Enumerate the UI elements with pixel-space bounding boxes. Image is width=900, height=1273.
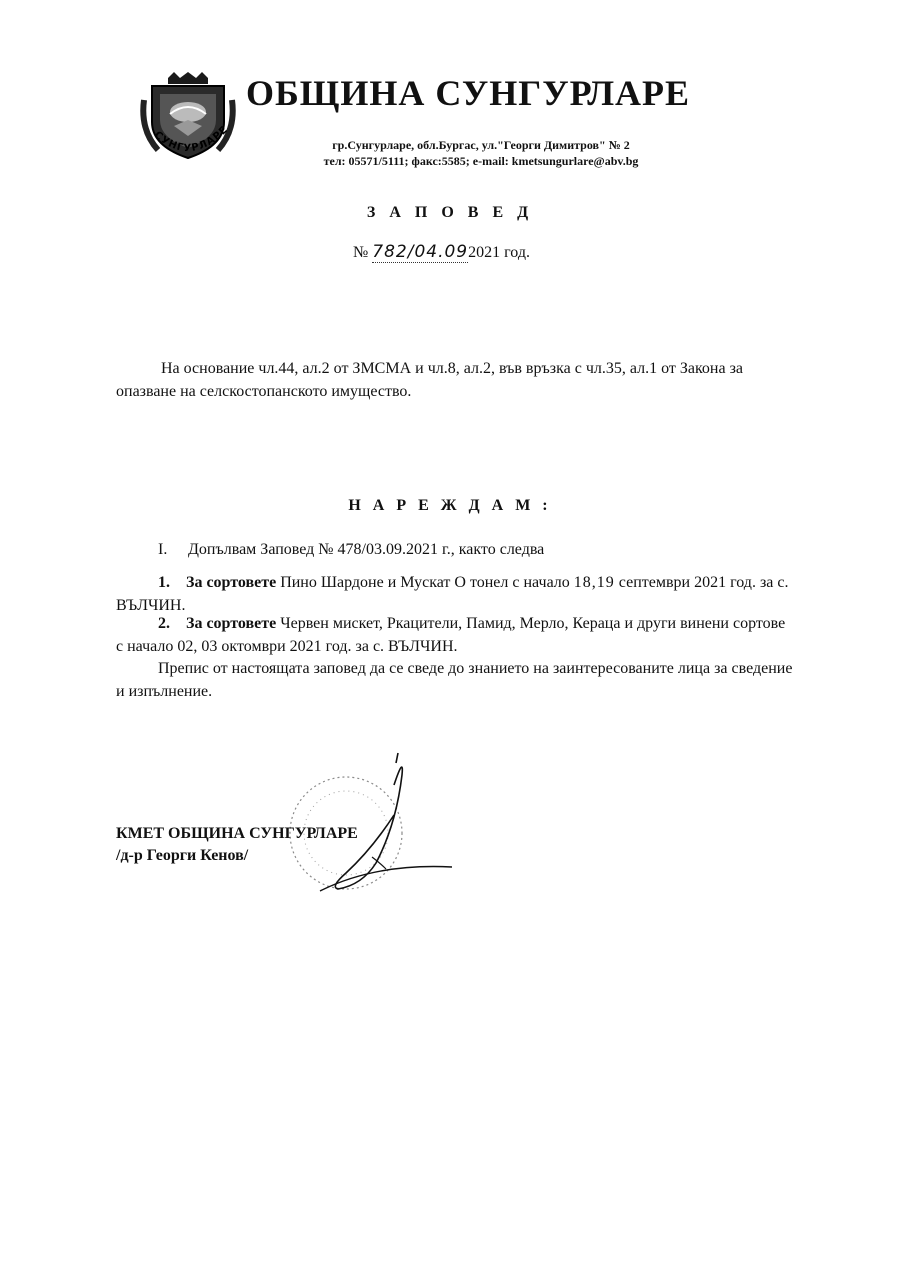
item-text: Червен мискет, Ркацители, Памид, Мерло, Кераца и други винени сортове с начало 02, 03 октомври 2021 год. за с. ВЪЛЧИН. — [116, 615, 786, 655]
item-number: 1. — [158, 574, 170, 591]
item-number: 2. — [158, 615, 170, 632]
order-item-1 — [116, 571, 796, 617]
item-bold-label: За сортовете — [186, 615, 277, 632]
municipality-name: ОБЩИНА СУНГУРЛАРЕ — [246, 73, 691, 113]
order-heading: Н А Р Е Ж Д А М : — [348, 497, 552, 514]
handwritten-number: 782/04.09 — [372, 242, 469, 262]
order-item-2 — [116, 612, 796, 658]
document-number — [353, 242, 530, 262]
signatory-position: КМЕТ ОБЩИНА СУНГУРЛАРЕ — [116, 825, 358, 842]
item-text-end: септември 2021 год. за с. ВЪЛЧИН. — [116, 574, 789, 614]
item-text: Допълвам Заповед № 478/03.09.2021 г., както следва — [188, 541, 545, 558]
item-number: I. — [158, 541, 168, 558]
signature-block — [116, 823, 358, 867]
order-item-roman — [116, 538, 796, 561]
contact-line: тел: 05571/5111; факс:5585; e-mail: kmetsungurlare@abv.bg — [323, 154, 639, 168]
logo-text: СУНГУРЛАРЕ — [151, 124, 231, 155]
closing-paragraph: Препис от настоящата заповед да се сведе до знанието на заинтересованите лица за сведение и изпълнение. — [116, 660, 793, 700]
document-title: З А П О В Е Д — [366, 204, 534, 221]
number-year: 2021 год. — [468, 244, 530, 261]
contact-info — [246, 137, 716, 169]
preamble-paragraph: На основание чл.44, ал.2 от ЗМСМА и чл.8, ал.2, във връзка с чл.35, ал.1 от Закона за опазване на селскостопанското имущество. — [116, 360, 744, 400]
item-text: Пино Шардоне и Мускат О тонел с начало — [276, 574, 574, 591]
municipality-coat-of-arms-logo — [138, 70, 238, 162]
item-bold-label: За сортовете — [186, 574, 277, 591]
number-sign: № — [353, 244, 369, 261]
signatory-name: /д-р Георги Кенов/ — [116, 847, 249, 864]
item-dates: 18,19 — [573, 574, 615, 591]
address-line: гр.Сунгурларе, обл.Бургас, ул."Георги Димитров" № 2 — [332, 138, 630, 152]
